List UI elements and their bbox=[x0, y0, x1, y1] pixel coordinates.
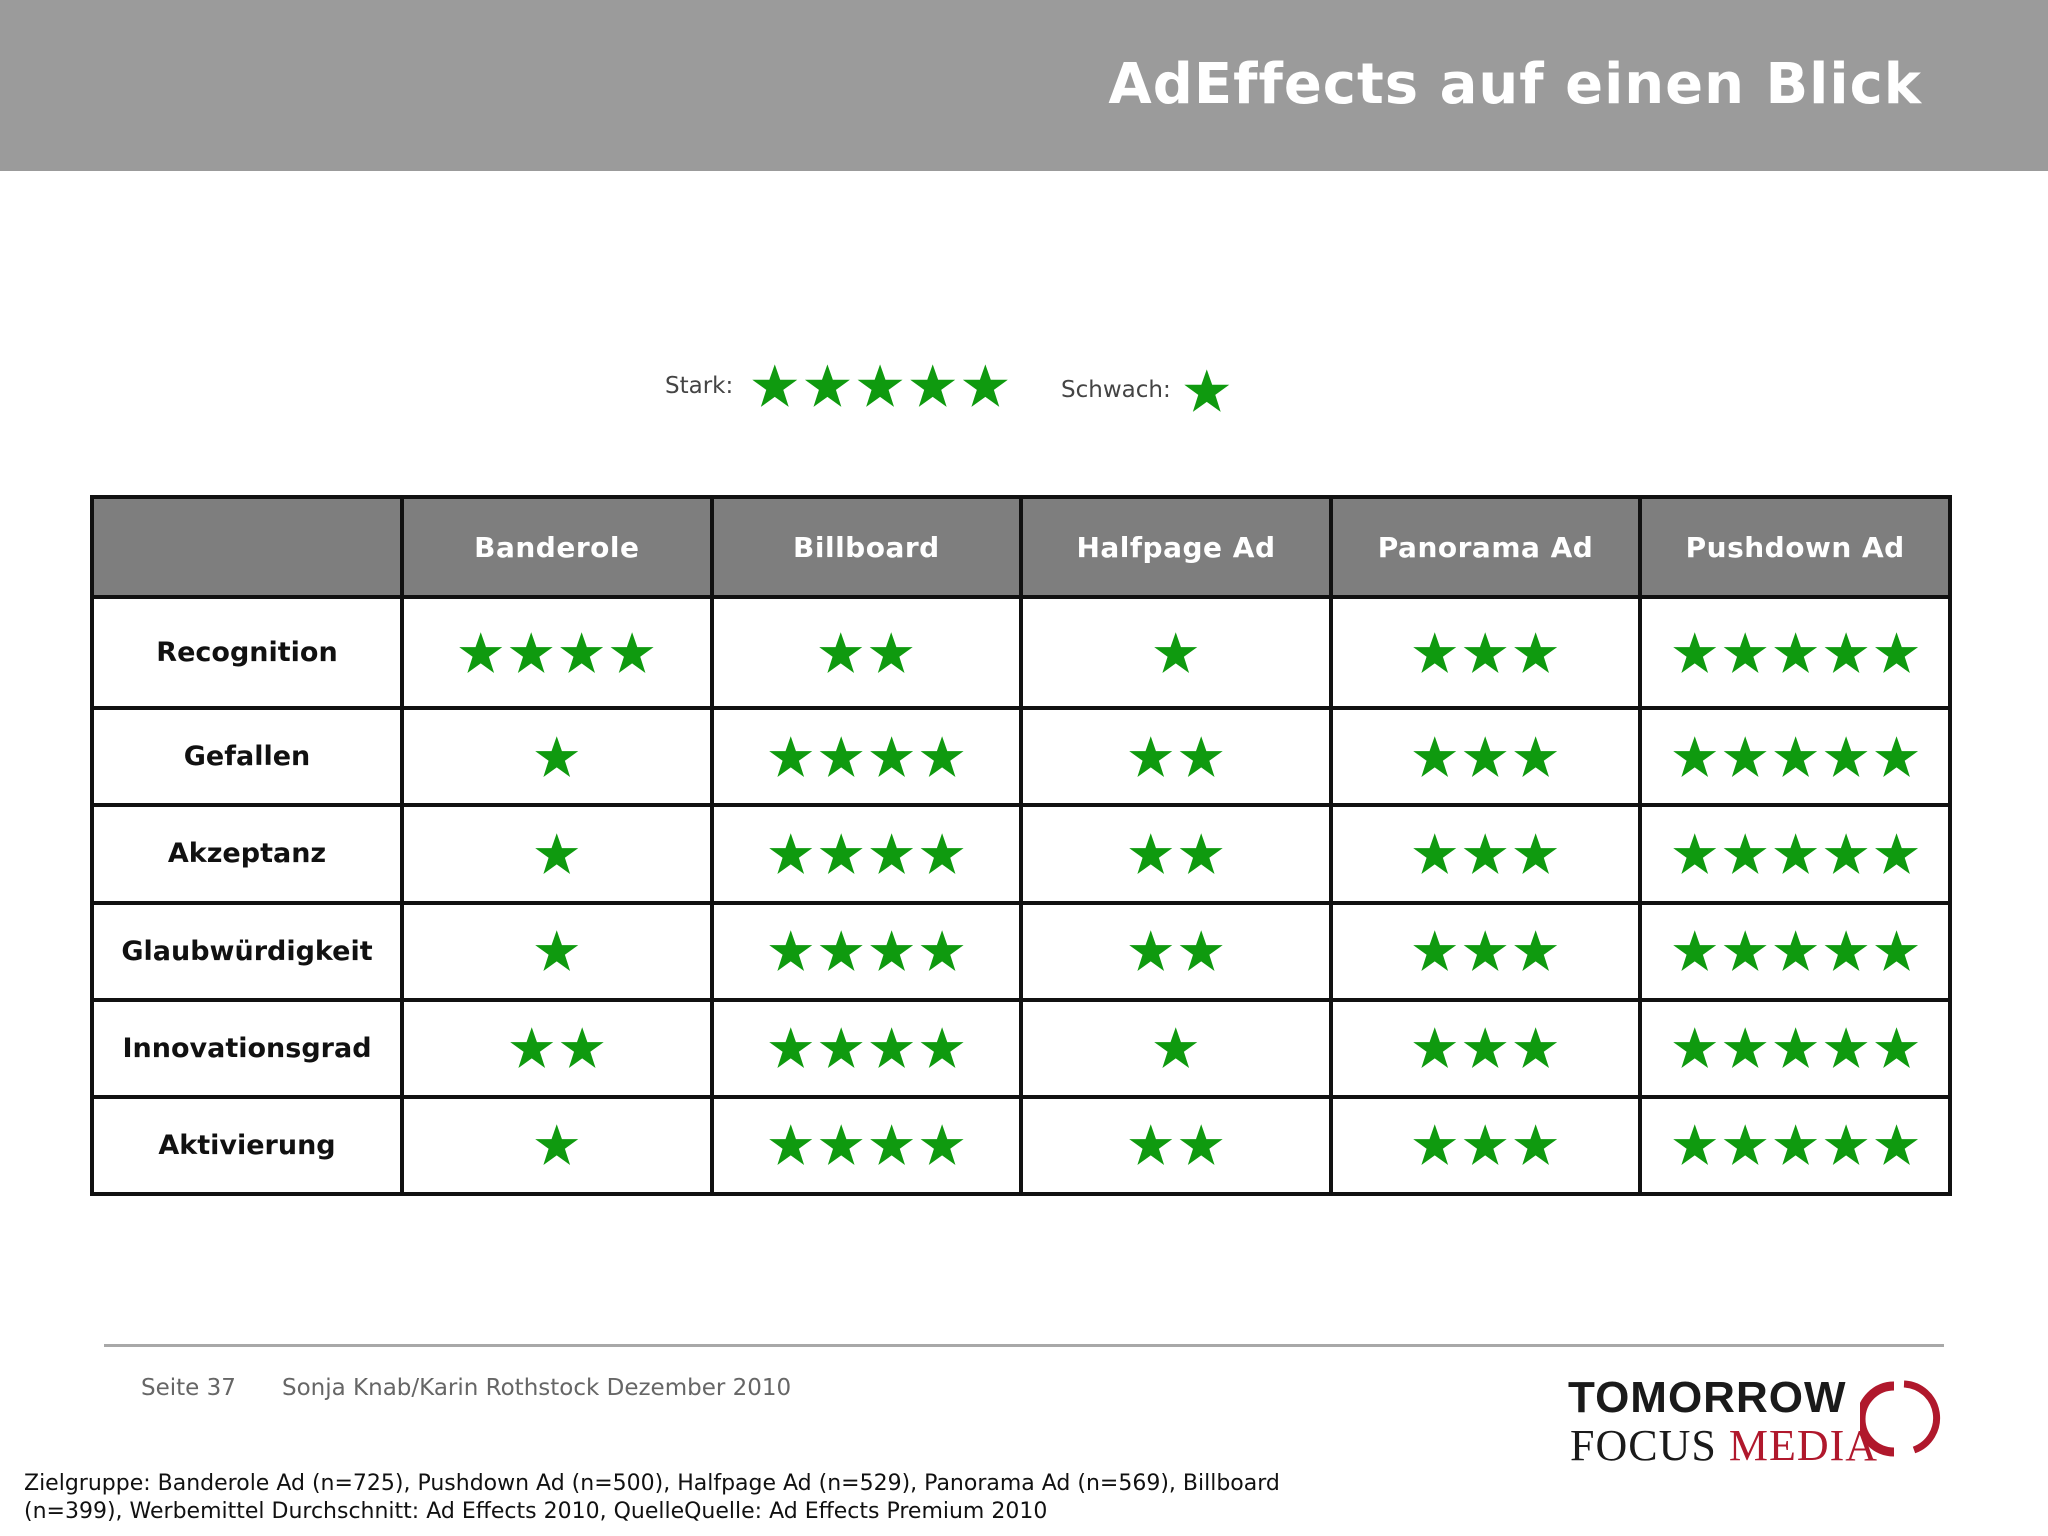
star-rating-icon bbox=[533, 734, 580, 780]
star-rating-icon bbox=[533, 831, 580, 877]
logo-ring-icon bbox=[1860, 1378, 1942, 1460]
footer-author: Sonja Knab/Karin Rothstock Dezember 2010 bbox=[282, 1375, 792, 1401]
rating-cell bbox=[402, 708, 712, 805]
table-row bbox=[92, 903, 1950, 1000]
rating-cell bbox=[1640, 903, 1950, 1000]
star-rating-icon bbox=[1671, 630, 1920, 676]
rating-cell bbox=[1331, 1097, 1641, 1194]
star-rating-icon bbox=[1127, 831, 1225, 877]
rating-cell bbox=[1640, 597, 1950, 708]
rating-cell bbox=[402, 903, 712, 1000]
star-rating-icon bbox=[1411, 734, 1559, 780]
column-header: Banderole bbox=[402, 497, 712, 597]
rating-cell bbox=[402, 1000, 712, 1097]
star-rating-icon bbox=[533, 928, 580, 974]
star-rating-icon bbox=[1127, 1122, 1225, 1168]
table-row bbox=[92, 597, 1950, 708]
legend-strong-stars bbox=[750, 362, 1010, 410]
ad-effects-table bbox=[90, 495, 1952, 1196]
slide-header bbox=[0, 0, 2048, 171]
table-row bbox=[92, 1000, 1950, 1097]
star-rating-icon bbox=[1671, 1122, 1920, 1168]
rating-cell bbox=[1331, 903, 1641, 1000]
star-rating-icon bbox=[1671, 1025, 1920, 1071]
logo-text-tomorrow: TOMORROW bbox=[1568, 1373, 1847, 1422]
star-rating-icon bbox=[1411, 928, 1559, 974]
rating-cell bbox=[402, 597, 712, 708]
rating-cell bbox=[1021, 805, 1331, 902]
rating-cell bbox=[712, 708, 1022, 805]
star-rating-icon bbox=[750, 362, 1010, 410]
rating-cell bbox=[1331, 708, 1641, 805]
star-rating-icon bbox=[457, 630, 656, 676]
legend-strong-label: Stark: bbox=[665, 373, 734, 399]
rating-cell bbox=[402, 1097, 712, 1194]
legend-weak-label: Schwach: bbox=[1061, 377, 1171, 403]
rating-cell bbox=[1331, 1000, 1641, 1097]
rating-cell bbox=[712, 903, 1022, 1000]
slide-title: AdEffects auf einen Blick bbox=[1108, 52, 1922, 117]
table-header-row bbox=[92, 497, 1950, 597]
rating-cell bbox=[1021, 903, 1331, 1000]
rating-cell bbox=[1331, 805, 1641, 902]
star-rating-icon bbox=[1671, 734, 1920, 780]
logo-text-focus: FOCUS bbox=[1570, 1421, 1717, 1470]
row-label: Gefallen bbox=[92, 708, 402, 805]
rating-cell bbox=[1021, 1097, 1331, 1194]
row-label: Glaubwürdigkeit bbox=[92, 903, 402, 1000]
row-label: Recognition bbox=[92, 597, 402, 708]
footnote-sample: Zielgruppe: Banderole Ad (n=725), Pushdown Ad (n=500), Halfpage Ad (n=529), Panorama Ad (n=569), Billboard (n=399), Werbemittel Durchschnitt: Ad Effects 2010, QuelleQuelle: Ad Effects Premium 2010 bbox=[24, 1471, 1280, 1524]
star-rating-icon bbox=[1411, 1122, 1559, 1168]
header-corner-cell bbox=[92, 497, 402, 597]
rating-cell bbox=[1021, 597, 1331, 708]
logo-text-focus-media bbox=[1570, 1420, 1878, 1471]
star-rating-icon bbox=[767, 831, 966, 877]
star-rating-icon bbox=[508, 1025, 606, 1071]
rating-cell bbox=[1021, 708, 1331, 805]
column-header: Billboard bbox=[712, 497, 1022, 597]
rating-cell bbox=[1640, 1097, 1950, 1194]
star-rating-icon bbox=[767, 1122, 966, 1168]
column-header: Pushdown Ad bbox=[1640, 497, 1950, 597]
column-header: Panorama Ad bbox=[1331, 497, 1641, 597]
star-rating-icon bbox=[767, 734, 966, 780]
legend-weak-stars bbox=[1182, 367, 1232, 415]
star-rating-icon bbox=[1411, 630, 1559, 676]
star-rating-icon bbox=[1411, 831, 1559, 877]
rating-cell bbox=[712, 1097, 1022, 1194]
logo-text-media: MEDIA bbox=[1728, 1421, 1879, 1470]
star-rating-icon bbox=[1411, 1025, 1559, 1071]
rating-cell bbox=[1021, 1000, 1331, 1097]
column-header: Halfpage Ad bbox=[1021, 497, 1331, 597]
page-number: Seite 37 bbox=[141, 1375, 236, 1401]
star-rating-icon bbox=[1127, 928, 1225, 974]
star-rating-icon bbox=[1671, 831, 1920, 877]
rating-cell bbox=[712, 597, 1022, 708]
star-rating-icon bbox=[1671, 928, 1920, 974]
row-label: Akzeptanz bbox=[92, 805, 402, 902]
rating-cell bbox=[1331, 597, 1641, 708]
star-rating-icon bbox=[533, 1122, 580, 1168]
star-rating-icon bbox=[767, 1025, 966, 1071]
rating-cell bbox=[402, 805, 712, 902]
rating-cell bbox=[712, 1000, 1022, 1097]
rating-cell bbox=[1640, 805, 1950, 902]
star-rating-icon bbox=[1182, 367, 1232, 415]
row-label: Innovationsgrad bbox=[92, 1000, 402, 1097]
rating-cell bbox=[1640, 1000, 1950, 1097]
rating-cell bbox=[712, 805, 1022, 902]
table-row bbox=[92, 708, 1950, 805]
footer-divider bbox=[104, 1344, 1944, 1347]
star-rating-icon bbox=[767, 928, 966, 974]
row-label: Aktivierung bbox=[92, 1097, 402, 1194]
star-rating-icon bbox=[1127, 734, 1225, 780]
star-rating-icon bbox=[1152, 630, 1199, 676]
star-rating-icon bbox=[1152, 1025, 1199, 1071]
star-rating-icon bbox=[817, 630, 915, 676]
rating-cell bbox=[1640, 708, 1950, 805]
table-row bbox=[92, 805, 1950, 902]
table-row bbox=[92, 1097, 1950, 1194]
